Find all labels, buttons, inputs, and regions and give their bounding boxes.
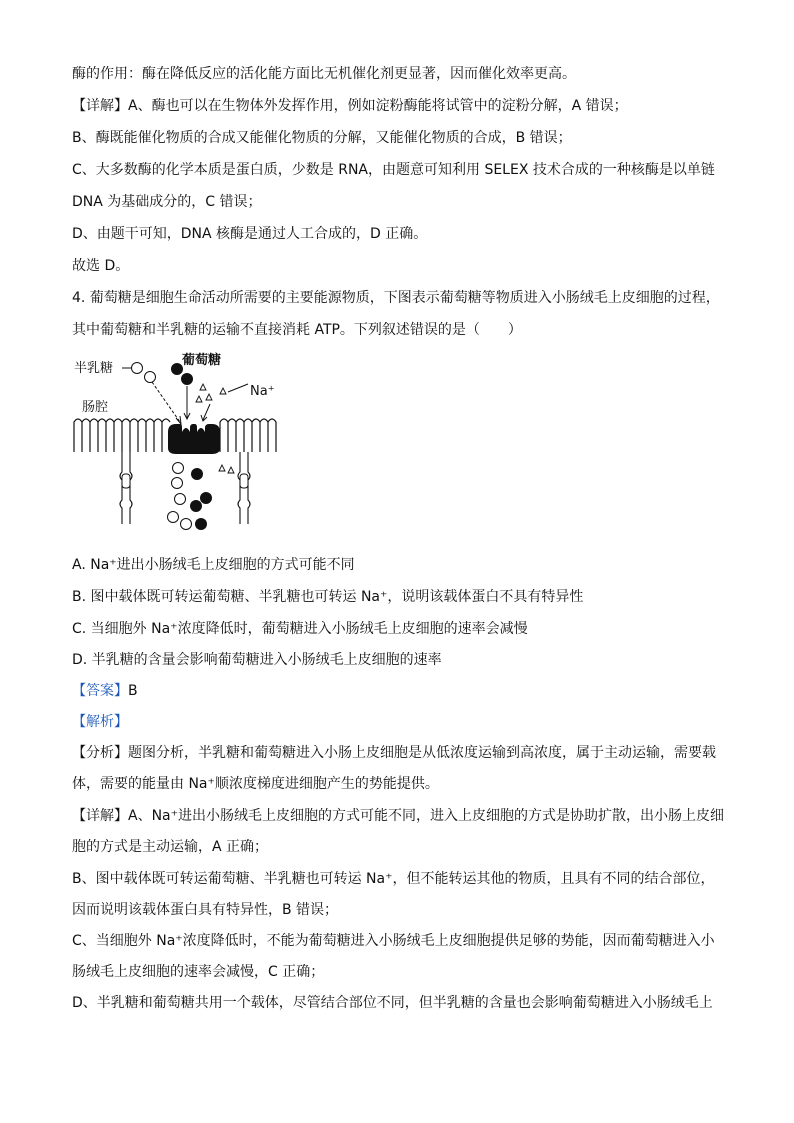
sodium-ion [200,384,206,390]
option-d: D. 半乳糖的含量会影响葡萄糖进入小肠绒毛上皮细胞的速率 [72,652,442,668]
glucose-molecule [171,363,183,375]
sodium-ion [219,465,225,471]
sodium-ion [220,388,226,394]
tight-junction [122,474,130,488]
galactose-label: 半乳糖 [74,361,114,376]
detail-tag: 【详解】 [72,98,128,114]
sodium-label: Na⁺ [250,384,275,399]
glucose-molecule [181,373,193,385]
analysis-line1 [72,743,716,763]
explain-line7: D、半乳糖和葡萄糖共用一个载体，尽管结合部位不同，但半乳糖的含量也会影响葡萄糖进入小肠绒毛上 [72,995,713,1011]
line-detail-c2: DNA 为基础成分的，C 错误； [72,194,262,210]
tight-junction [240,474,248,488]
glucose-molecule [200,492,212,504]
galactose-molecule [132,363,143,374]
sodium-pointer [228,384,248,392]
answer-tag: 【答案】 [72,683,128,699]
galactose-molecule [173,463,184,474]
glucose-molecule [191,468,203,480]
line-detail-c1: C、大多数酶的化学本质是蛋白质，少数是 RNA，由题意可知利用 SELEX 技术合成的一种核酶是以单链 [72,162,715,178]
option-c: C. 当细胞外 Na⁺浓度降低时，葡萄糖进入小肠绒毛上皮细胞的速率会减慢 [72,621,528,637]
galactose-molecule [172,478,183,489]
explain-line3: B、图中载体既可转运葡萄糖、半乳糖也可转运 Na⁺，但不能转运其他的物质，且具有不同的结合部位， [72,871,715,887]
analysis-line2: 体，需要的能量由 Na⁺顺浓度梯度进细胞产生的势能提供。 [72,776,439,792]
glucose-label: 葡萄糖 [182,353,222,368]
detail-a-text: A、酶也可以在生物体外发挥作用，例如淀粉酶能将试管中的淀粉分解，A 错误； [128,98,628,114]
explain-line2: 胞的方式是主动运输，A 正确； [72,839,269,855]
glucose-molecule [190,500,202,512]
glucose-transport-figure [70,352,290,530]
line-choice: 故选 D。 [72,258,130,274]
explain-line5: C、当细胞外 Na⁺浓度降低时，不能为葡萄糖进入小肠绒毛上皮细胞提供足够的势能，因而葡萄糖进入小 [72,933,715,949]
explain-tag: 【详解】 [72,808,128,824]
line-enzyme-function: 酶的作用：酶在降低反应的活化能方面比无机催化剂更显著，因而催化效率更高。 [72,66,576,82]
sodium-ion [228,467,234,473]
sodium-ion [196,396,202,402]
explain-line6: 肠绒毛上皮细胞的速率会减慢，C 正确； [72,964,325,980]
cell-junction-left [130,452,132,524]
analysis-tag: 【分析】 [72,745,128,761]
answer-line [72,681,138,701]
lumen-label: 肠腔 [82,400,109,415]
microvilli-left [74,419,170,452]
microvilli-right [220,419,276,452]
figure-svg [70,352,290,530]
cell-junction-right [248,452,250,524]
explain-line1 [72,806,724,826]
answer-value: B [128,683,138,699]
glucose-molecule [195,518,207,530]
option-a: A. Na⁺进出小肠绒毛上皮细胞的方式可能不同 [72,557,355,573]
explain-text: A、Na⁺进出小肠绒毛上皮细胞的方式可能不同，进入上皮细胞的方式是协助扩散，出小肠上皮细 [128,808,725,824]
option-b: B. 图中载体既可转运葡萄糖、半乳糖也可转运 Na⁺，说明该载体蛋白不具有特异性 [72,589,584,605]
galactose-molecule [145,372,156,383]
galactose-molecule [175,494,186,505]
analysis-text: 题图分析，半乳糖和葡萄糖进入小肠上皮细胞是从低浓度运输到高浓度，属于主动运输，需要载 [128,745,716,761]
analysis-heading: 【解析】 [72,714,128,730]
galactose-arrow [152,382,180,422]
sodium-ion [206,394,212,400]
question-4-line1: 4. 葡萄糖是细胞生命活动所需要的主要能源物质，下图表示葡萄糖等物质进入小肠绒毛上皮细胞的过程， [72,290,720,306]
explain-line4: 因而说明该载体蛋白具有特异性，B 错误； [72,902,339,918]
cell-junction-right [238,452,240,524]
carrier-protein [168,424,220,454]
galactose-molecule [181,519,192,530]
line-detail-d: D、由题干可知，DNA 核酶是通过人工合成的，D 正确。 [72,226,428,242]
cell-junction-left [120,452,122,524]
line-detail-b: B、酶既能催化物质的合成又能催化物质的分解，又能催化物质的合成，B 错误； [72,130,572,146]
line-detail-a [72,96,628,116]
galactose-molecule [168,512,179,523]
question-4-line2: 其中葡萄糖和半乳糖的运输不直接消耗 ATP。下列叙述错误的是（ ） [72,322,522,338]
